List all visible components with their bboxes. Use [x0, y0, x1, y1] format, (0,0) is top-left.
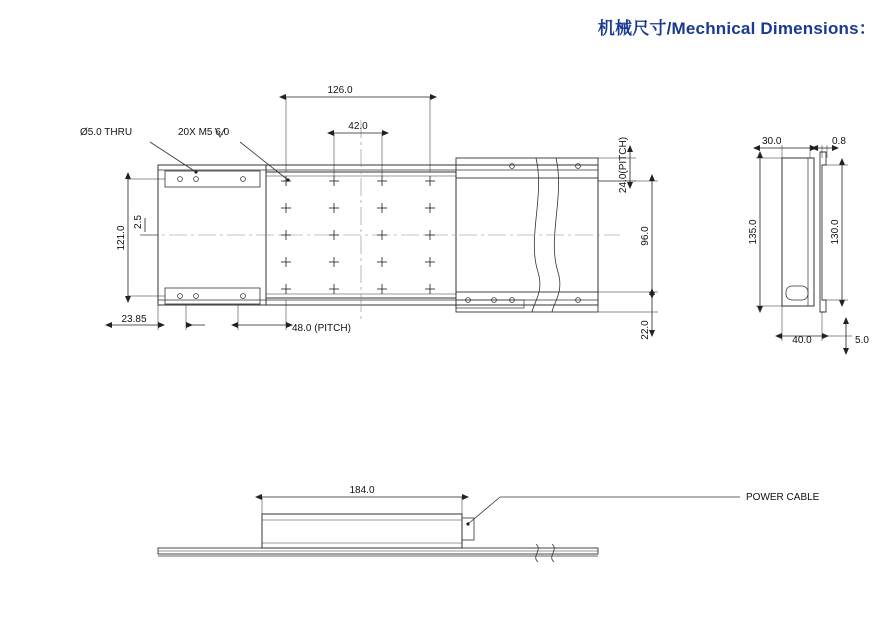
dim-135: 135.0	[748, 219, 759, 245]
label-power-cable: POWER CABLE	[746, 492, 820, 503]
dim-42: 42.0	[348, 121, 368, 132]
dim-0-8: 0.8	[832, 136, 846, 147]
label-tapped-hole: 20X M5 6.0	[178, 127, 230, 138]
side-view-group	[748, 136, 869, 348]
dim-30: 30.0	[762, 136, 782, 147]
dim-126: 126.0	[327, 85, 353, 96]
top-view-group	[80, 85, 658, 340]
label-thru-hole: Ø5.0 THRU	[80, 127, 133, 138]
dim-96: 96.0	[640, 226, 651, 246]
dim-121: 121.0	[116, 225, 127, 251]
dim-184: 184.0	[349, 485, 375, 496]
dim-5: 5.0	[855, 335, 869, 346]
dim-130: 130.0	[830, 219, 841, 245]
dim-22: 22.0	[640, 320, 651, 340]
dim-48-pitch: 48.0 (PITCH)	[292, 323, 351, 334]
page-title: 机械尺寸/Mechnical Dimensions：	[597, 19, 876, 38]
front-view-group	[158, 485, 820, 562]
dim-2-5: 2.5	[133, 215, 144, 229]
dim-23-85: 23.85	[121, 314, 147, 325]
dim-40: 40.0	[792, 335, 812, 346]
dim-24-pitch: 24.0(PITCH)	[618, 136, 629, 194]
